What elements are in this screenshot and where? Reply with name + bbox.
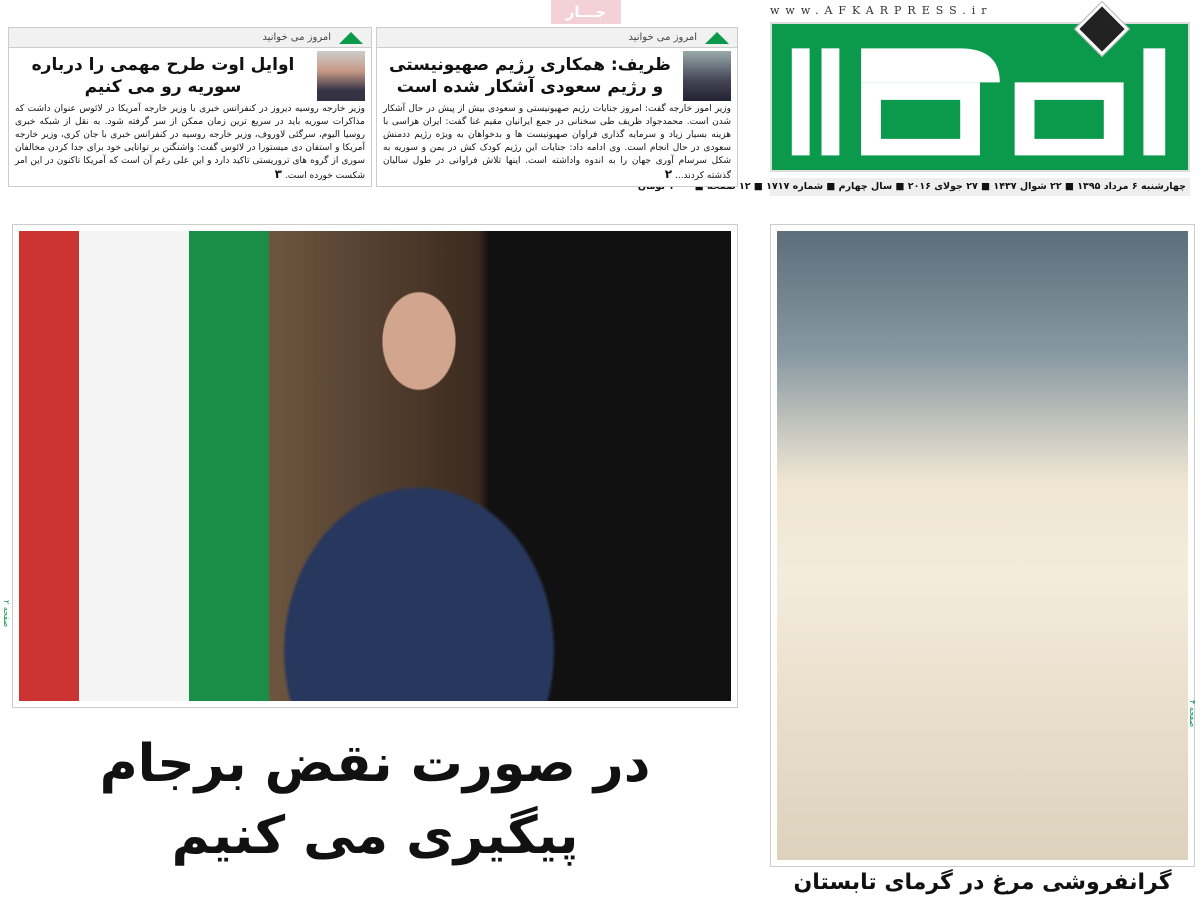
chicken-farm-photo	[770, 224, 1195, 867]
headline-line-2: پیگیری می کنیم	[171, 806, 579, 866]
newspaper-logo	[770, 22, 1190, 172]
teaser-headline[interactable]: ظریف: همکاری رژیم صهیونیستی و رژیم سعودی آشکار شده است	[389, 55, 671, 97]
page-ref-side: صفحه ۲	[2, 600, 11, 628]
website-url: www.AFKARPRESS.ir	[770, 4, 993, 17]
kicker-triangle-icon	[339, 32, 363, 44]
chicken-caption[interactable]: گرانفروشی مرغ در گرمای تابستان	[793, 870, 1172, 895]
watermark: جـــار	[551, 0, 621, 24]
date-line: چهارشنبه ۶ مرداد ۱۳۹۵ ■ ۲۲ شوال ۱۴۳۷ ■ ۲۷ جولای ۲۰۱۶ ■ سال چهارم ■ شماره ۱۷۱۷ ■ ۱۲	[770, 178, 1190, 196]
headline-line-1: در صورت نقض برجام	[99, 734, 651, 794]
teaser-body: وزیر امور خارجه گفت: امروز جنایات رژیم صهیونیستی و سعودی بیش از پیش در حال آشکار شدن است. محمدجواد ظریف طی سخنانی در جمع ایرانیان مقیم غنا گفت: ایران هراسی با هزینه بسیار زیاد و سرمایه گذاری فراوان صهیونیست ها و بدخواهان به ویژه رژیم ددمنش سعودی در حال انجام است. وی ادامه داد: جنایات این رژیم کودک کش در یمن و سوریه به شکل سرسام آوری جهان را به اندوه واداشته است. اینها تلاش فراوانی در طول سالیان گذشته کردند...	[383, 104, 731, 181]
kicker-label: امروز می خوانید	[262, 32, 331, 43]
zarif-photo	[683, 51, 731, 101]
main-headline[interactable]	[12, 728, 738, 872]
kicker-triangle-icon	[705, 32, 729, 44]
kicker-label: امروز می خوانید	[628, 32, 697, 43]
teaser-body: وزیر خارجه روسیه دیروز در کنفرانس خبری با وزیر خارجه آمریکا در لائوس عنوان داشت که مذاکرات سوریه باید در سریع ترین زمان ممکن از سر گرفته شود. به نقل از شبکه خبری روسیا الیوم، سرگئی لاوروف، وزیر خارجه روسیه در کنفرانس خبری با جان کری، وزیر خارجه آمریکا و استفان دی میستورا در لائوس گفت: واشنگتن بر توانایی خود برای جدا کردن مخالفان سوری از گروه های تروریستی تاکید دارد و این علی رغم آن است که آمریکا تاکنون در این امر شکست خورده است.	[15, 104, 365, 181]
page-ref-side: صفحه ۴	[1188, 700, 1197, 728]
teaser-lavrov[interactable]	[8, 27, 372, 187]
page-ref: ۳	[274, 167, 282, 181]
page-ref: ۲	[664, 167, 673, 181]
teaser-zarif[interactable]	[376, 27, 738, 187]
teaser-headline[interactable]: اوایل اوت طرح مهمی را درباره سوریه رو می کنیم	[31, 55, 295, 97]
main-photo	[12, 224, 738, 708]
kerry-photo	[317, 51, 365, 101]
